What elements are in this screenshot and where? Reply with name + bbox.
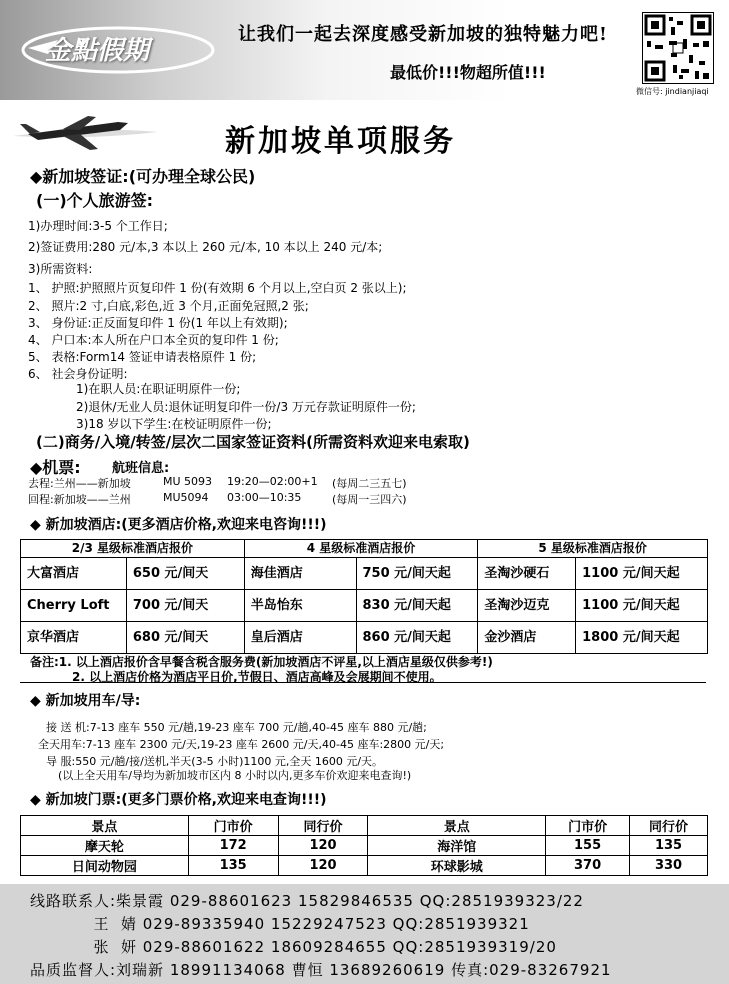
- hotel-name: Cherry Loft: [21, 590, 127, 622]
- attraction-name: 海洋馆: [368, 836, 546, 856]
- car-line: 接 送 机:7-13 座车 550 元/趟,19-23 座车 700 元/趟,40-45 座车 880 元/趟;: [46, 721, 427, 734]
- ticket-table: [20, 815, 708, 876]
- hotel-name: 大富酒店: [21, 558, 127, 590]
- visa-material: 2、 照片:2 寸,白底,彩色,近 3 个月,正面免冠照,2 张;: [28, 299, 309, 313]
- table-row: [21, 558, 708, 590]
- hotel-price: 830 元/间天起: [356, 590, 478, 622]
- attraction-name: 日间动物园: [21, 856, 189, 876]
- retail-price: 155: [546, 836, 630, 856]
- contact-line: 线路联系人:柴景霞 029-88601623 15829846535 QQ:2851939323/22: [30, 892, 584, 910]
- contact-line: 王 婧 029-89335940 15229247523 QQ:2851939321: [30, 915, 530, 933]
- trade-price: 120: [278, 856, 368, 876]
- hotel-price: 1800 元/间天起: [576, 622, 708, 654]
- supervisor-line: 品质监督人:刘瑞新 18991134068 曹恒 13689260619 传真:029-83267921: [30, 961, 612, 979]
- visa-material: 4、 户口本:本人所在户口本全页的复印件 1 份;: [28, 333, 279, 347]
- table-row: [21, 622, 708, 654]
- visa-material: 6、 社会身份证明:: [28, 367, 128, 381]
- visa-material: 1、 护照:护照照片页复印件 1 份(有效期 6 个月以上,空白页 2 张以上);: [28, 281, 407, 295]
- visa-proof: 3)18 岁以下学生:在校证明原件一份;: [76, 417, 272, 431]
- table-header: 门市价: [546, 816, 630, 836]
- hotel-table: [20, 539, 708, 654]
- contact-line: 张 妍 029-88601622 18609284655 QQ:2851939319/20: [30, 938, 557, 956]
- hotel-price: 750 元/间天起: [356, 558, 478, 590]
- hotel-note: 2. 以上酒店价格为酒店平日价,节假日、酒店高峰及会展期间不使用。: [72, 670, 442, 684]
- flight-time: 19:20—02:00+1: [227, 475, 318, 488]
- trade-price: 120: [278, 836, 368, 856]
- flight-days: (每周一三四六): [332, 493, 407, 506]
- table-row: [21, 836, 708, 856]
- flight-route: 回程:新加坡——兰州: [28, 493, 131, 506]
- trade-price: 135: [630, 836, 708, 856]
- hotel-price: 1100 元/间天起: [576, 558, 708, 590]
- airplane-icon: [8, 96, 168, 166]
- hotel-name: 圣淘沙迈克: [478, 590, 576, 622]
- table-header-row: [21, 816, 708, 836]
- hotel-price: 680 元/间天: [126, 622, 244, 654]
- hotel-name: 半岛怡东: [244, 590, 356, 622]
- visa-proof: 2)退休/无业人员:退休证明复印件一份/3 万元存款证明原件一份;: [76, 400, 416, 414]
- visa-line: 1)办理时间:3-5 个工作日;: [28, 219, 168, 233]
- visa-heading: ◆新加坡签证:(可办理全球公民): [30, 167, 256, 186]
- car-line: 全天用车:7-13 座车 2300 元/天,19-23 座车 2600 元/天,40-45 座车:2800 元/天;: [38, 738, 445, 751]
- attraction-name: 环球影城: [368, 856, 546, 876]
- visa-proof: 1)在职人员:在职证明原件一份;: [76, 382, 241, 396]
- table-header: 同行价: [278, 816, 368, 836]
- table-row: [21, 856, 708, 876]
- car-line: (以上全天用车/导均为新加坡市区内 8 小时以内,更多车价欢迎来电查询!): [58, 769, 412, 782]
- ticket-heading: ◆ 新加坡门票:(更多门票价格,欢迎来电查询!!!): [30, 792, 327, 808]
- attraction-name: 摩天轮: [21, 836, 189, 856]
- hotel-name: 金沙酒店: [478, 622, 576, 654]
- flight-heading: ◆机票:: [30, 458, 81, 477]
- hotel-name: 圣淘沙硬石: [478, 558, 576, 590]
- hotel-price: 1100 元/间天起: [576, 590, 708, 622]
- table-header: 2/3 星级标准酒店报价: [21, 540, 245, 558]
- visa-material: 3、 身份证:正反面复印件 1 份(1 年以上有效期);: [28, 316, 288, 330]
- logo-text: 金點假期: [45, 36, 150, 66]
- hotel-name: 京华酒店: [21, 622, 127, 654]
- hotel-price: 650 元/间天: [126, 558, 244, 590]
- wechat-id: 微信号: jindianjiaqi: [636, 87, 709, 96]
- visa-sub-business: (二)商务/入境/转签/层次二国家签证资料(所需资料欢迎来电索取): [36, 433, 470, 451]
- flight-label: 航班信息:: [112, 461, 170, 476]
- table-header: 门市价: [188, 816, 278, 836]
- visa-line: 3)所需资料:: [28, 262, 93, 276]
- table-row: [21, 590, 708, 622]
- table-header: 景点: [368, 816, 546, 836]
- visa-sub-personal: (一)个人旅游签:: [36, 191, 154, 210]
- qr-code-icon: [642, 12, 714, 84]
- retail-price: 135: [188, 856, 278, 876]
- retail-price: 370: [546, 856, 630, 876]
- flight-route: 去程:兰州——新加坡: [28, 477, 131, 490]
- table-header: 5 星级标准酒店报价: [478, 540, 708, 558]
- table-header: 4 星级标准酒店报价: [244, 540, 478, 558]
- slogan: 让我们一起去深度感受新加坡的独特魅力吧!: [238, 24, 608, 45]
- flight-number: MU5094: [163, 491, 209, 504]
- visa-material: 5、 表格:Form14 签证申请表格原件 1 份;: [28, 350, 257, 364]
- hotel-price: 700 元/间天: [126, 590, 244, 622]
- car-heading: ◆ 新加坡用车/导:: [30, 693, 141, 709]
- flight-time: 03:00—10:35: [227, 491, 302, 504]
- retail-price: 172: [188, 836, 278, 856]
- table-header: 景点: [21, 816, 189, 836]
- car-line: 导 服:550 元/趟/接/送机,半天(3-5 小时)1100 元,全天 1600 元/天。: [46, 755, 384, 768]
- hotel-name: 海佳酒店: [244, 558, 356, 590]
- page-title: 新加坡单项服务: [225, 124, 456, 159]
- table-header: 同行价: [630, 816, 708, 836]
- flight-days: (每周二三五七): [332, 477, 407, 490]
- trade-price: 330: [630, 856, 708, 876]
- hotel-heading: ◆ 新加坡酒店:(更多酒店价格,欢迎来电咨询!!!): [30, 517, 327, 533]
- hotel-price: 860 元/间天起: [356, 622, 478, 654]
- hotel-note: 备注:1. 以上酒店报价含早餐含税含服务费(新加坡酒店不评星,以上酒店星级仅供参考!): [30, 655, 493, 669]
- hotel-name: 皇后酒店: [244, 622, 356, 654]
- price-tag: 最低价!!!物超所值!!!: [390, 63, 546, 82]
- table-header-row: [21, 540, 708, 558]
- visa-line: 2)签证费用:280 元/本,3 本以上 260 元/本, 10 本以上 240 元/本;: [28, 240, 383, 254]
- flight-number: MU 5093: [163, 475, 213, 488]
